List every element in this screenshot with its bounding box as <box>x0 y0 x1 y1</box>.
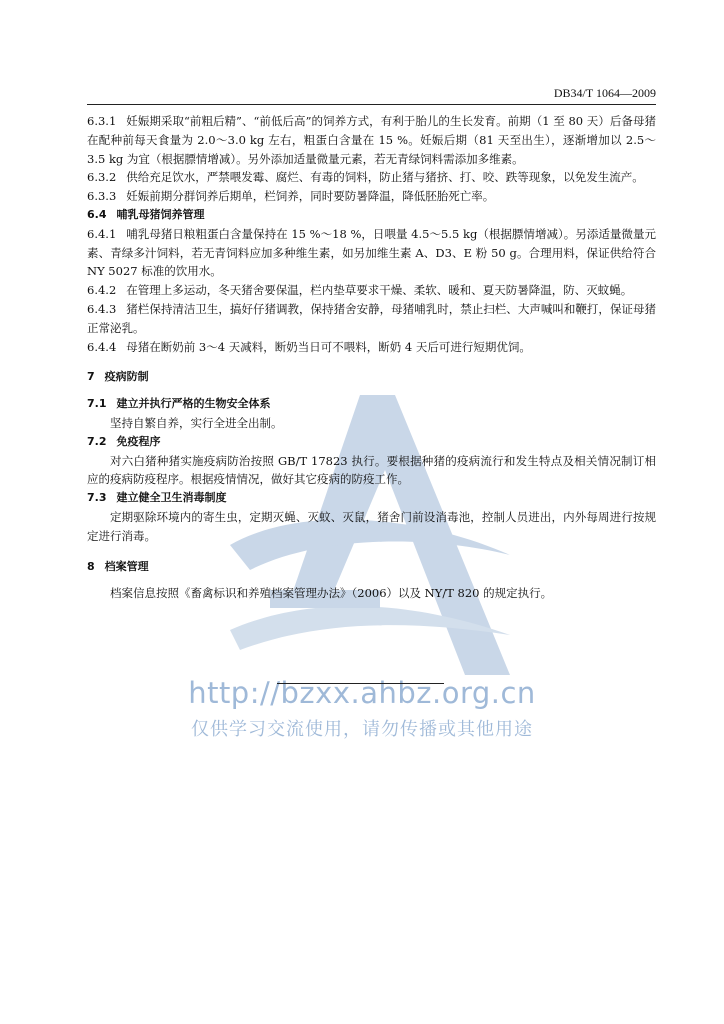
clause-8-body: 档案信息按照《畜禽标识和养殖档案管理办法》（2006）以及 NY/T 820 的规定执行。 <box>110 586 553 601</box>
clause-number: 6.4.3 <box>87 301 117 316</box>
clause-6-3-3 <box>87 187 656 206</box>
clause-6-3-1 <box>87 112 656 168</box>
heading-6-4 <box>87 206 656 225</box>
clause-number: 6.4.2 <box>87 283 117 298</box>
header-divider <box>87 104 656 105</box>
heading-number: 6.4 <box>87 207 107 221</box>
heading-number: 7.3 <box>87 491 107 505</box>
heading-number: 7 <box>87 370 95 384</box>
standard-code: DB34/T 1064—2009 <box>553 86 656 100</box>
heading-title: 疫病防制 <box>104 370 149 384</box>
heading-number: 8 <box>87 559 95 573</box>
end-divider <box>277 683 444 684</box>
clause-6-3-2 <box>87 168 656 187</box>
document-body <box>87 112 656 603</box>
clause-number: 6.3.1 <box>87 114 117 128</box>
heading-8 <box>87 558 656 577</box>
watermark-note: 仅供学习交流使用，请勿传播或其他用途 <box>191 719 533 740</box>
heading-title: 免疫程序 <box>116 434 161 448</box>
clause-text: 在管理上多运动，冬天猪舍要保温，栏内垫草要求干燥、柔软、暖和、夏天防暑降温，防、灭蚊蝇。 <box>126 283 633 298</box>
heading-7-2 <box>87 433 656 452</box>
heading-title: 哺乳母猪饲养管理 <box>116 207 205 221</box>
heading-number: 7.2 <box>87 434 107 448</box>
clause-number: 6.4.1 <box>87 226 117 241</box>
clause-text: 母猪在断奶前 3～4 天减料，断奶当日可不喂料，断奶 4 天后可进行短期优饲。 <box>126 339 531 354</box>
clause-7-1-body: 坚持自繁自养，实行全进全出制。 <box>110 415 283 430</box>
clause-7-2-body: 对六白猪种猪实施疫病防治按照 GB/T 17823 执行。要根据种猪的疫病流行和发生特点及相关情况制订相应的疫病防疫程序。根据疫情情况，做好其它疫病的防疫工作。 <box>87 453 656 487</box>
clause-6-4-2 <box>87 281 656 300</box>
heading-7-3 <box>87 489 656 508</box>
clause-6-4-1 <box>87 225 656 281</box>
heading-title: 建立并执行严格的生物安全体系 <box>116 397 271 411</box>
clause-6-4-3 <box>87 300 656 338</box>
heading-number: 7.1 <box>87 397 107 411</box>
clause-number: 6.3.2 <box>87 170 117 185</box>
clause-7-3-body: 定期驱除环境内的寄生虫，定期灭蝇、灭蚊、灭鼠，猪舍门前设消毒池，控制人员进出，内外每周进行按规定进行消毒。 <box>87 509 656 543</box>
clause-text: 妊娠期采取“前粗后精”、“前低后高”的饲养方式，有利于胎儿的生长发育。前期（1 至 80 天）后备母猪在配种前每天食量为 2.0～3.0 kg 左右，粗蛋白含量在 15 %。妊娠后期（81 天至出生），逐渐增加以 2.5～3.5 kg 为宜（根据膘情增减）。另外添加适量微量元素，若无青绿饲料需添加多维素。 <box>87 114 656 166</box>
clause-text: 哺乳母猪日粮粗蛋白含量保持在 15 %～18 %，日喂量 4.5～5.5 kg（根据膘情增减）。另添适量微量元素、青绿多汁饲料，若无青饲料应加多种维生素，如另加维生素 A、D3、E 粉 50 g。合理用料，保证供给符合 NY 5027 标准的饮用水。 <box>87 226 656 279</box>
heading-title: 档案管理 <box>104 559 149 573</box>
clause-text: 妊娠前期分群饲养后期单，栏饲养，同时要防暑降温，降低胚胎死亡率。 <box>126 189 495 204</box>
clause-number: 6.3.3 <box>87 189 117 204</box>
heading-title: 建立健全卫生消毒制度 <box>116 491 227 505</box>
watermark-url: http://bzxx.ahbz.org.cn <box>188 676 536 710</box>
clause-text: 供给充足饮水，严禁喂发霉、腐烂、有毒的饲料，防止猪与猪挤、打、咬、跌等现象，以免发生流产。 <box>126 170 644 185</box>
heading-7 <box>87 368 656 387</box>
heading-7-1 <box>87 395 656 414</box>
clause-text: 猪栏保持清洁卫生，搞好仔猪调教，保持猪舍安静，母猪哺乳时，禁止扫栏、大声喊叫和鞭打，保证母猪正常泌乳。 <box>87 301 656 335</box>
clause-6-4-4 <box>87 338 656 357</box>
clause-number: 6.4.4 <box>87 339 117 354</box>
